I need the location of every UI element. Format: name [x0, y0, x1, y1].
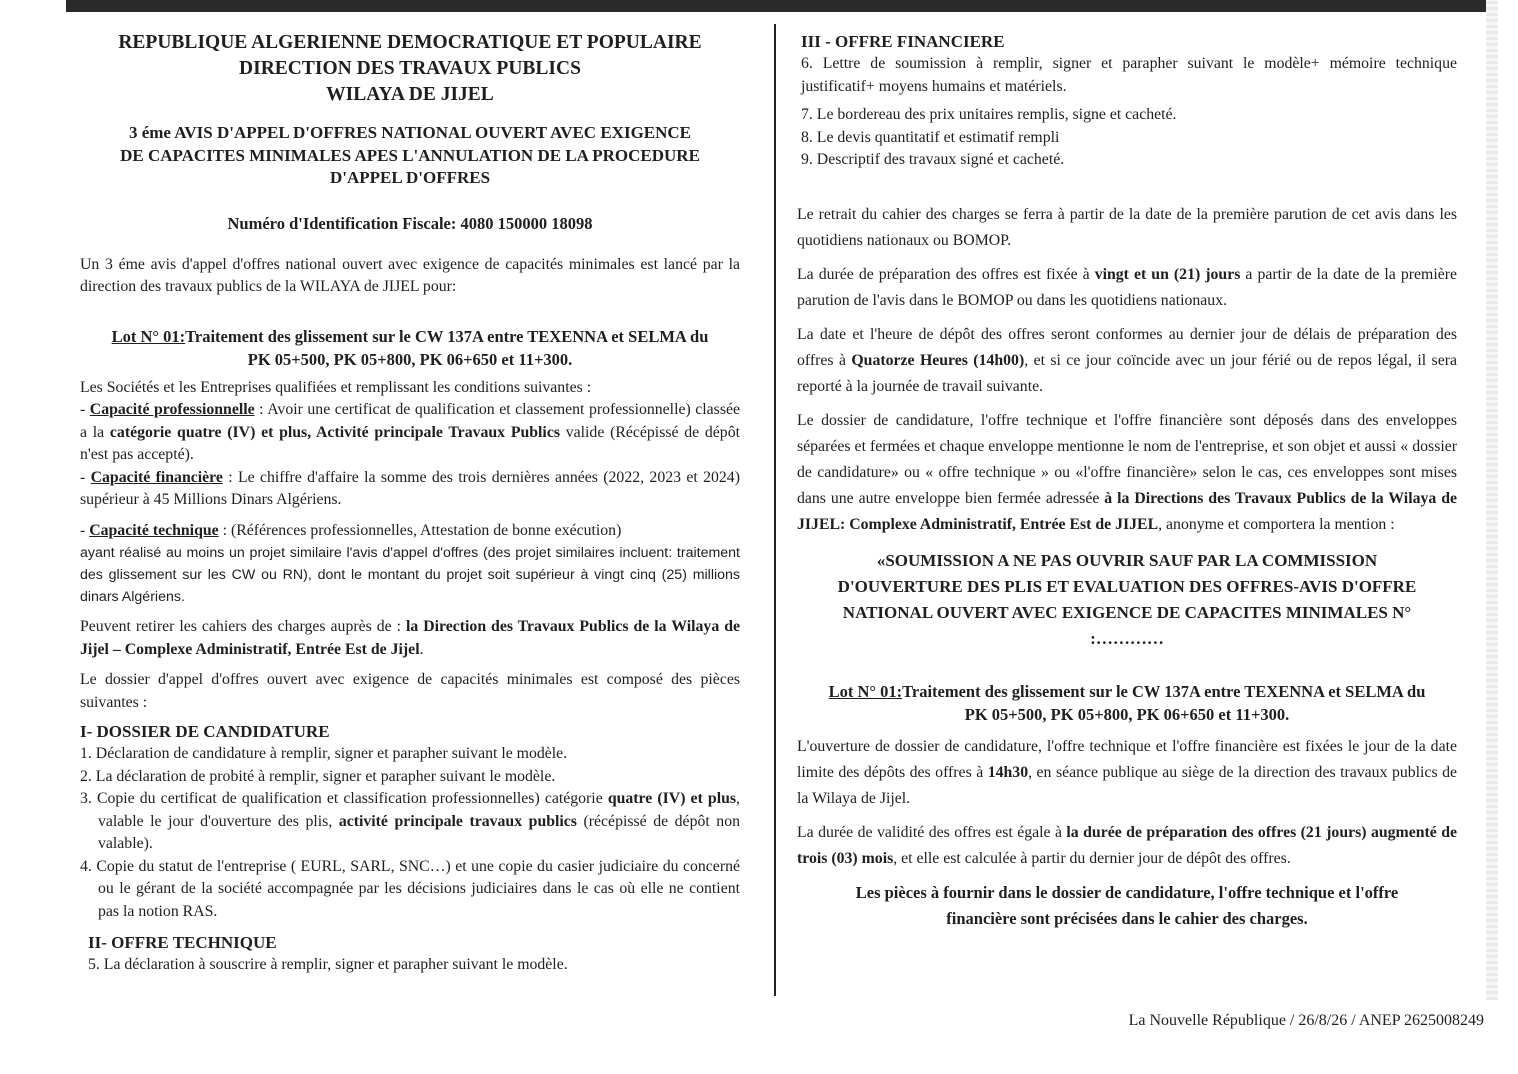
envelope-paragraph	[797, 408, 1457, 538]
text: : (Références professionnelles, Attestation de bonne exécution)	[218, 521, 622, 539]
text: Peuvent retirer les cahiers des charges auprès de :	[80, 618, 406, 635]
lot-heading-repeat	[797, 680, 1457, 726]
top-border	[66, 0, 1486, 12]
emphasis: activité principale travaux publics	[338, 812, 577, 830]
mention-line: NATIONAL OUVERT AVEC EXIGENCE DE CAPACITES MINIMALES N°	[842, 602, 1412, 622]
list-item: 9. Descriptif des travaux signé et cacheté.	[801, 151, 1065, 168]
capacity-professional	[80, 399, 740, 467]
withdrawal-paragraph: Le retrait du cahier des charges se ferra à partir de la date de la première parution de cet avis dans les quotidiens nationaux ou BOMOP.	[797, 205, 1457, 249]
notice-title-line: D'APPEL D'OFFRES	[329, 168, 491, 187]
lot-title: Traitement des glissement sur le CW 137A entre TEXENNA et SELMA du	[185, 326, 709, 346]
capacity-label: Capacité technique	[89, 521, 219, 539]
lot-pk: PK 05+500, PK 05+800, PK 06+650 et 11+300.	[964, 704, 1290, 724]
notice-title-line: DE CAPACITES MINIMALES APES L'ANNULATION DE LA PROCEDURE	[120, 145, 700, 165]
text: .	[419, 640, 424, 658]
section-technical-offer: II- OFFRE TECHNIQUE	[88, 933, 277, 952]
dossier-intro: Le dossier d'appel d'offres ouvert avec exigence de capacités minimales est composé des pièces suivantes :	[80, 671, 740, 711]
deposit-paragraph	[797, 322, 1457, 400]
header-block	[80, 30, 740, 108]
dash: -	[80, 401, 90, 418]
section-candidature: I- DOSSIER DE CANDIDATURE	[80, 722, 330, 741]
list-item: 5. La déclaration à souscrire à remplir, signer et parapher suivant le modèle.	[88, 956, 568, 973]
closing-line: Les pièces à fournir dans le dossier de candidature, l'offre technique et l'offre	[855, 882, 1399, 902]
text: , anonyme et comportera la mention :	[1158, 515, 1395, 533]
capacity-technical-detail: ayant réalisé au moins un projet similaire l'avis d'appel d'offres (des projet similaires incluent: traitement des glissement sur les CW ou RN), dont le montant du projet soit supérieur à vingt cinq (25) millions dinars Algériens.	[80, 545, 740, 605]
text: a partir de la date de la première parution de l'avis dans le BOMOP ou dans les quotidiens nationaux.	[797, 265, 1457, 309]
emphasis: vingt et un (21) jours	[1094, 265, 1241, 283]
text: , en séance publique au siège de la direction des travaux publics de la Wilaya de Jijel.	[797, 763, 1457, 807]
emphasis: la Direction des Travaux Publics de la Wilaya de Jijel – Complexe Administratif, Entrée Est de Jijel	[80, 618, 740, 658]
validity-paragraph	[797, 820, 1457, 872]
candidature-list	[80, 743, 740, 923]
text: L'ouverture de dossier de candidature, l'offre technique et l'offre financière est fixées le jour de la date limite des dépôts des offres à	[797, 737, 1457, 781]
text: : Avoir une certificat de qualification et classement professionnelle) classée a la	[80, 401, 740, 441]
header-direction: DIRECTION DES TRAVAUX PUBLICS	[239, 58, 581, 79]
publication-footer: La Nouvelle République / 26/8/26 / ANEP 2625008249	[1128, 1012, 1484, 1029]
capacity-financial	[80, 467, 740, 512]
lot-title: Traitement des glissement sur le CW 137A entre TEXENNA et SELMA du	[902, 681, 1426, 701]
column-divider	[774, 24, 776, 996]
duration-paragraph	[797, 262, 1457, 314]
emphasis: quatre (IV) et plus	[607, 790, 737, 807]
mention-line: «SOUMISSION A NE PAS OUVRIR SAUF PAR LA COMMISSION	[876, 550, 1378, 570]
section-financial-offer: III - OFFRE FINANCIERE	[801, 32, 1005, 51]
capacity-technical	[80, 520, 740, 543]
opening-paragraph	[797, 734, 1457, 812]
text: Le dossier de candidature, l'offre technique et l'offre financière sont déposés dans des enveloppes séparées et fermées et chaque enveloppe mentionne le nom de l'entreprise, et son objet et aussi « dossier de candidature» ou « offre technique » ou «l'offre financière» selon le cas, ces enveloppes sont mises dans une autre enveloppe bien fermée adressée	[797, 411, 1457, 507]
lot-heading	[80, 325, 740, 371]
text: La durée de préparation des offres est fixée à	[797, 265, 1095, 283]
emphasis: 14h30	[987, 763, 1029, 781]
withdrawal-location	[80, 616, 740, 661]
list-item: 4. Copie du statut de l'entreprise ( EURL, SARL, SNC…) et une copie du casier judiciaire du concerné ou le gérant de la société accompagnée par les décisions judiciaires dans le cas où elle ne contient pas la notion RAS.	[80, 857, 740, 920]
emphasis: Quatorze Heures (14h00)	[851, 351, 1025, 369]
lot-label: Lot N° 01:	[111, 326, 186, 346]
dash: -	[80, 521, 90, 539]
lot-pk: PK 05+500, PK 05+800, PK 06+650 et 11+300.	[247, 349, 573, 369]
conditions-intro: Les Sociétés et les Entreprises qualifiées et remplissant les conditions suivantes :	[80, 378, 592, 396]
mention-line: D'OUVERTURE DES PLIS ET EVALUATION DES OFFRES-AVIS D'OFFRE	[837, 576, 1417, 596]
text: (récépissé de dépôt non valable).	[98, 812, 740, 852]
text: valide (Récépissé de dépôt n'est pas accepté).	[80, 423, 740, 463]
notice-title	[80, 122, 740, 190]
text: , et elle est calculée à partir du dernier jour de dépôt des offres.	[893, 849, 1291, 867]
right-column	[797, 30, 1457, 932]
text: La date et l'heure de dépôt des offres seront conformes au dernier jour de délais de préparation des offres à	[797, 325, 1457, 369]
capacity-label: Capacité professionnelle	[89, 401, 255, 418]
text: La durée de validité des offres est égale à	[797, 823, 1067, 841]
list-item: 6. Lettre de soumission à remplir, signer et parapher suivant le modèle+ mémoire technique justificatif+ moyens humains et matériels.	[801, 55, 1457, 95]
left-column	[80, 30, 740, 977]
intro-paragraph: Un 3 éme avis d'appel d'offres national ouvert avec exigence de capacités minimales est lancé par la direction des travaux publics de la WILAYA de JIJEL pour:	[80, 255, 740, 295]
header-republic: REPUBLIQUE ALGERIENNE DEMOCRATIQUE ET POPULAIRE	[118, 32, 702, 53]
text: : Le chiffre d'affaire la somme des trois dernières années (2022, 2023 et 2024) supérieur à 45 Millions Dinars Algériens.	[80, 468, 740, 508]
envelope-mention	[797, 548, 1457, 652]
text: , valable le jour d'ouverture des plis,	[98, 790, 740, 830]
list-item: 2. La déclaration de probité à remplir, signer et parapher suivant le modèle.	[80, 767, 556, 785]
closing-note	[797, 880, 1457, 932]
notice-title-line: 3 éme AVIS D'APPEL D'OFFRES NATIONAL OUVERT AVEC EXIGENCE	[128, 123, 692, 142]
emphasis: la durée de préparation des offres (21 jours) augmenté de trois (03) mois	[797, 823, 1457, 867]
list-item: 8. Le devis quantitatif et estimatif rempli	[801, 128, 1060, 146]
closing-line: financière sont précisées dans le cahier des charges.	[946, 908, 1308, 928]
mention-line: :…………	[1090, 628, 1164, 648]
header-wilaya: WILAYA DE JIJEL	[326, 84, 494, 105]
lot-label: Lot N° 01:	[828, 681, 903, 701]
capacity-label: Capacité financière	[90, 468, 223, 486]
emphasis: à la Directions des Travaux Publics de la Wilaya de JIJEL: Complexe Administratif, Entrée Est de JIJEL	[797, 489, 1458, 533]
list-item: 7. Le bordereau des prix unitaires remplis, signe et cacheté.	[801, 106, 1177, 123]
list-item	[80, 788, 740, 856]
list-item: 1. Déclaration de candidature à remplir, signer et parapher suivant le modèle.	[80, 745, 568, 762]
scan-edge	[1486, 0, 1498, 1000]
text: , et si ce jour coïncide avec un jour férié ou de repos légal, il sera reporté à la journée de travail suivante.	[797, 351, 1457, 395]
emphasis: catégorie quatre (IV) et plus, Activité principale Travaux Publics	[109, 423, 560, 441]
text: 3. Copie du certificat de qualification et classification professionnelles) catégorie	[80, 790, 608, 807]
fiscal-id: Numéro d'Identification Fiscale: 4080 150000 18098	[227, 213, 593, 233]
financial-list	[797, 104, 1457, 172]
dash: -	[80, 468, 91, 486]
